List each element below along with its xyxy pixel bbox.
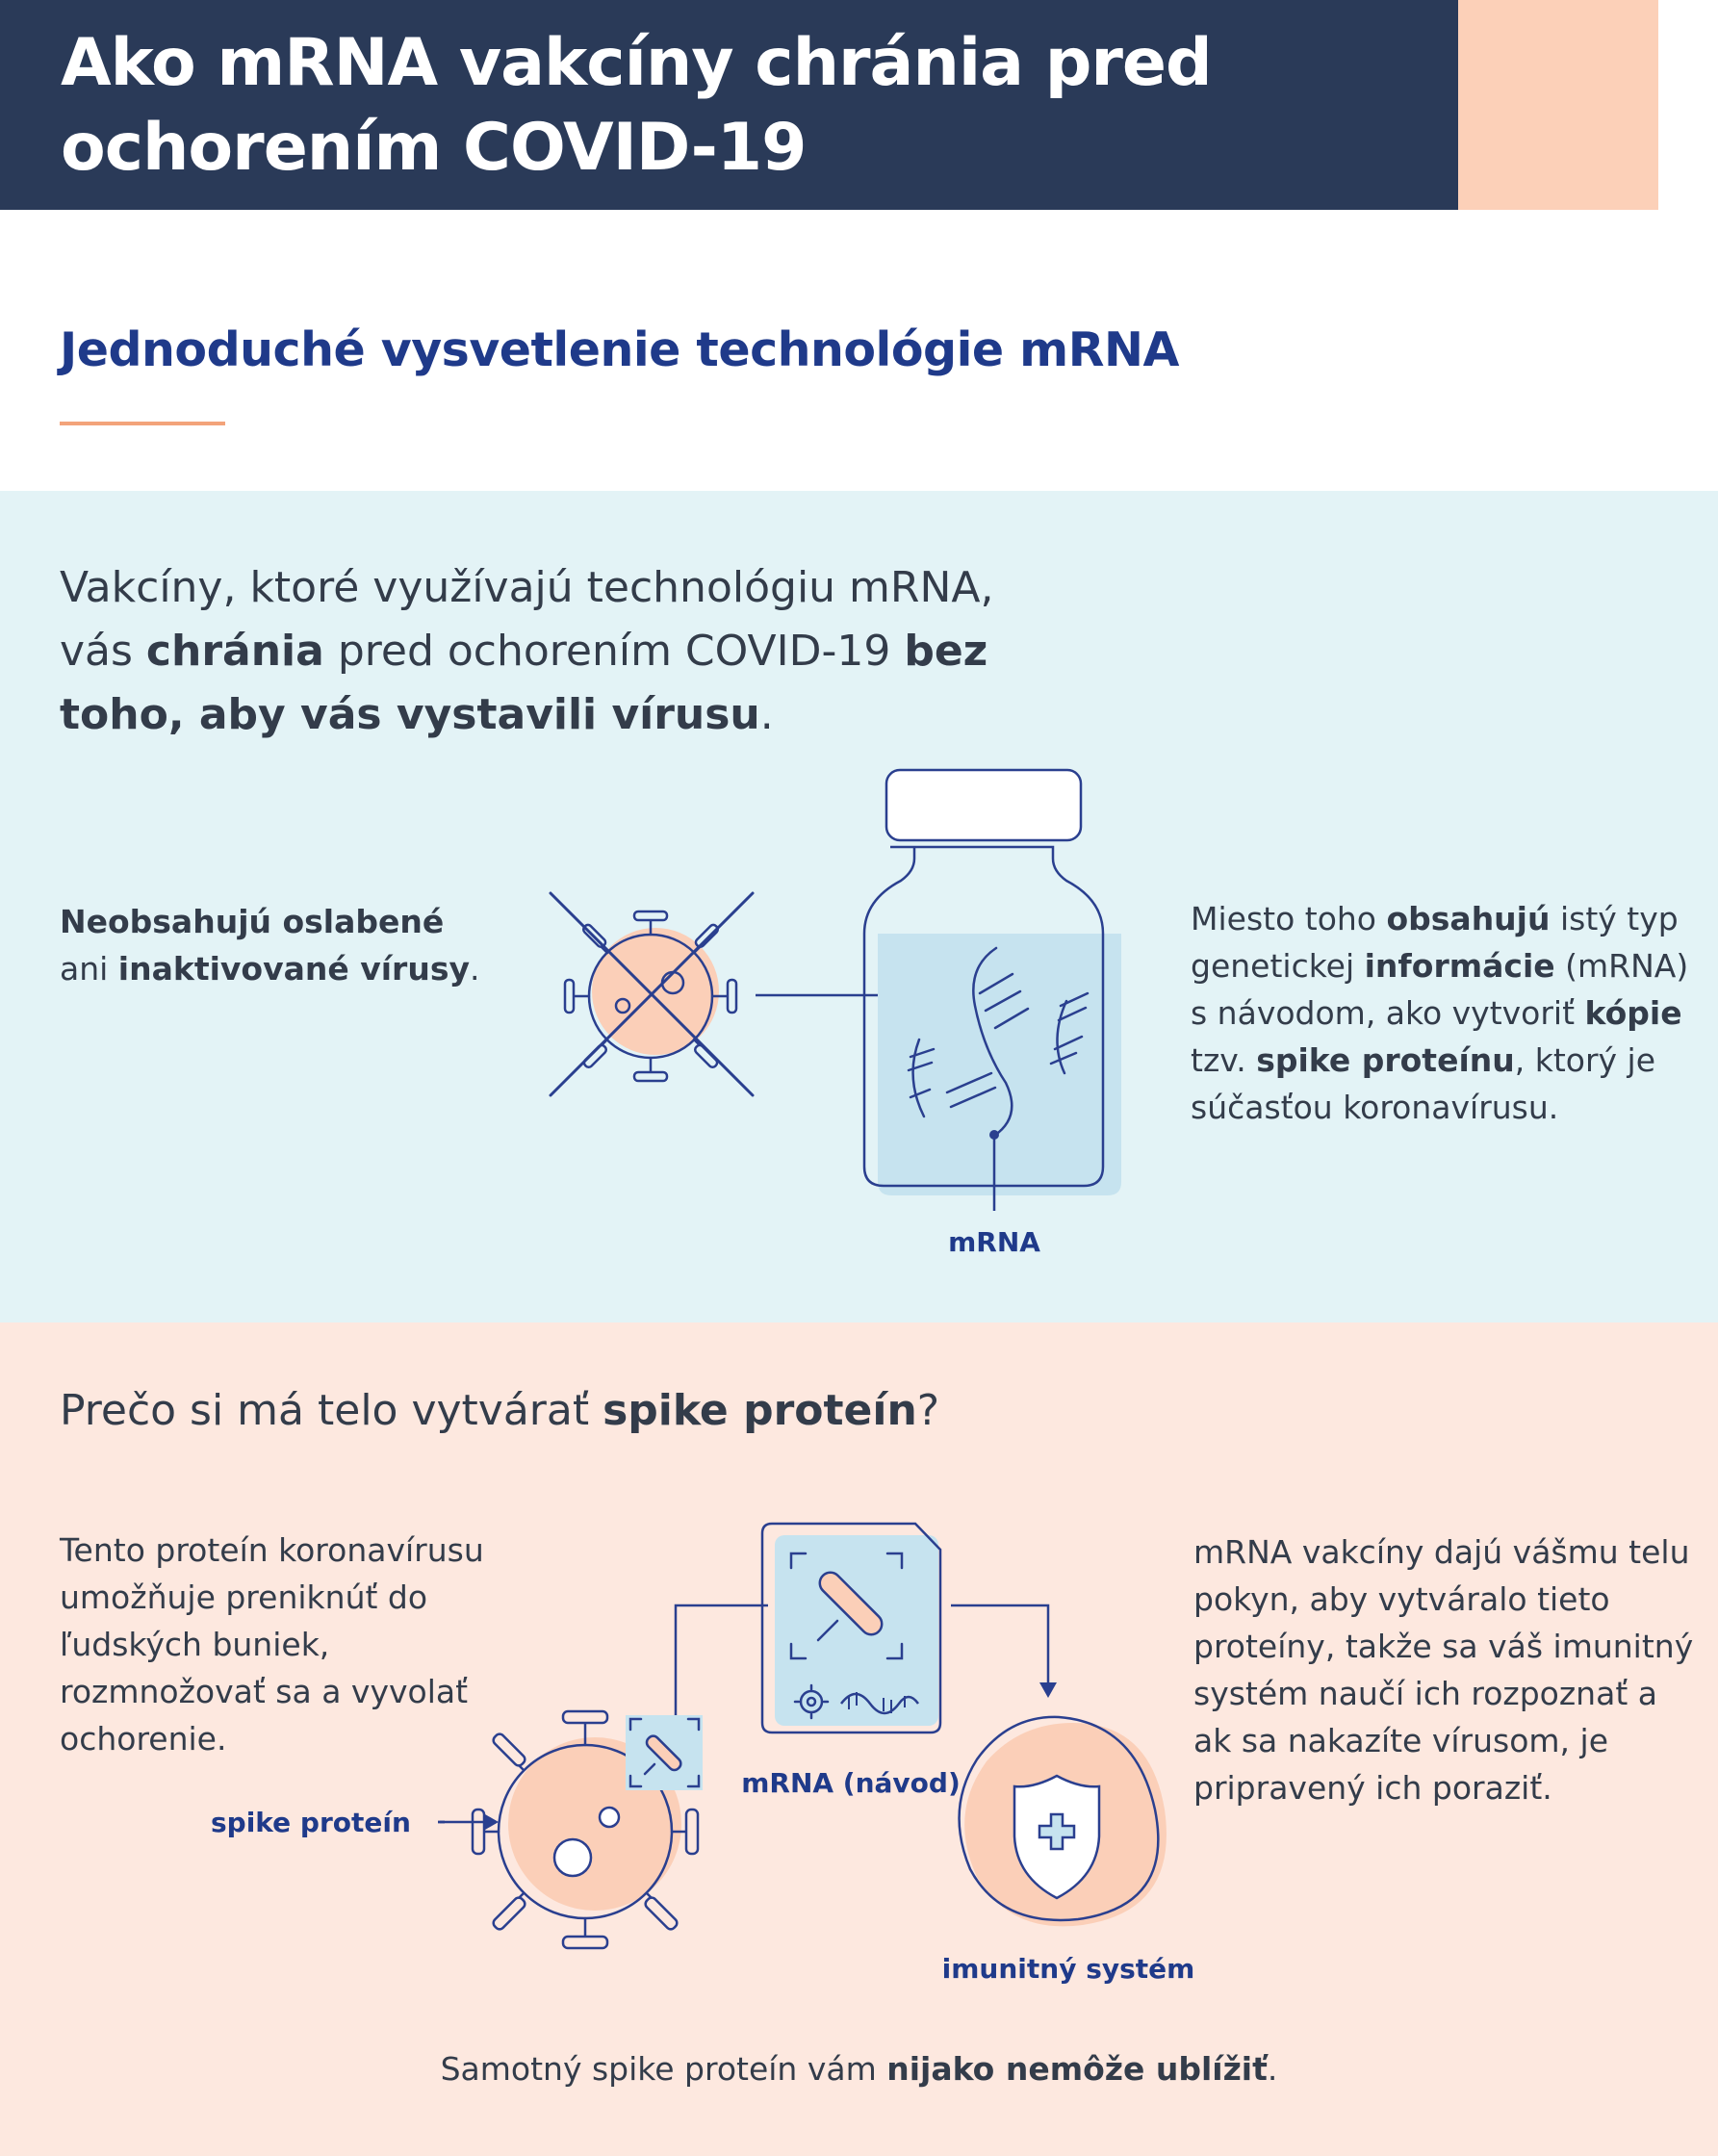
arrow-right-icon [438,1814,499,1830]
connector-line [676,1605,768,1715]
spike-protein-note: Tento proteín koronavírusu umožňuje preniknúť do ľudských buniek, rozmnožovať sa a vyvolať ochorenie. [60,1531,484,1758]
vaccine-vial-icon [864,770,1121,1211]
virus-crossed-icon [551,893,753,1095]
cell-icon [960,1717,1167,1927]
spike-question: Prečo si má telo vytvárať spike proteín? [60,1386,940,1435]
mrna-guide-label: mRNA (návod) [741,1767,961,1799]
page-title: Ako mRNA vakcíny chránia pred ochorením COVID-19 [61,25,1212,186]
document-icon [762,1524,940,1732]
intro-text: Vakcíny, ktoré využívajú technológiu mRNA, vás chránia pred ochorením COVID-19 bez toho, aby vás vystavili vírusu. [60,563,994,739]
no-virus-note: Neobsahujú oslabené ani inaktivované vírusy. [60,903,480,988]
immune-system-label: imunitný systém [941,1953,1195,1985]
connector-line [951,1605,1048,1684]
spike-protein-label: spike proteín [211,1807,411,1838]
footer-note: Samotný spike proteín vám nijako nemôže ublížiť. [440,2050,1278,2088]
mrna-label: mRNA [948,1226,1040,1258]
spike-protein-highlight [626,1715,703,1790]
vaccine-instruction-note: mRNA vakcíny dajú vášmu telu pokyn, aby vytváralo tieto proteíny, takže sa váš imunitný systém naučí ich rozpoznať a ak sa nakazíte vírusom, je pripravený ich poraziť. [1193,1533,1694,1807]
section-subtitle: Jednoduché vysvetlenie technológie mRNA [60,322,1179,377]
mrna-info-note: Miesto toho obsahujú istý typ genetickej informácie (mRNA) s návodom, ako vytvoriť kópie tzv. spike proteínu, ktorý je súčasťou koronavírusu. [1191,900,1689,1126]
